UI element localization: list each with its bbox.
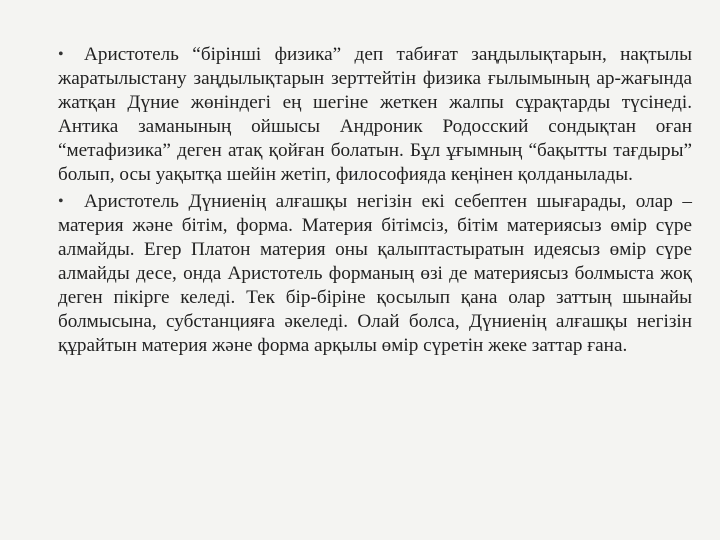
slide-body (58, 43, 692, 360)
bullet-item (58, 43, 692, 188)
paragraph-text: Аристотель Дүниенің алғашқы негізін екі себептен шығарады, олар – материя және бітім, форма. Материя бітімсіз, бітім материясыз өмір сүре алмайды. Егер Платон материя оны қалыптастыратын идеясыз өмір сүре алмайды десе, онда Аристотель форманың өзі де материясыз болмыста жоқ деген пікірге келеді. Тек бір-біріне қосылып қана олар заттың шынайы болмысына, субстанцияға әкеледі. Олай болса, Дүниенің алғашқы негізін құрайтын материя және форма арқылы өмір сүретін жеке заттар ғана. (58, 190, 692, 357)
bullet-marker: • (58, 192, 64, 210)
bullet-item (58, 190, 692, 359)
bullet-marker: • (58, 46, 64, 63)
paragraph-text: Аристотель “бірінші физика” деп табиғат заңдылықтарын, нақтылы жаратылыстану заңдылықтарын зерттейтін физика ғылымының ар-жағында жатқан Дүние жөніндегі ең шегіне жеткен жалпы сұрақтарды түсінеді. Антика заманының ойшысы Андроник Родосский сондықтан оған “метафизика” деген атақ қойған болатын. Бұл ұғымның “бақытты тағдыры” болып, осы уақытқа шейін жетіп, философияда кеңінен қолданылады. (58, 44, 692, 186)
